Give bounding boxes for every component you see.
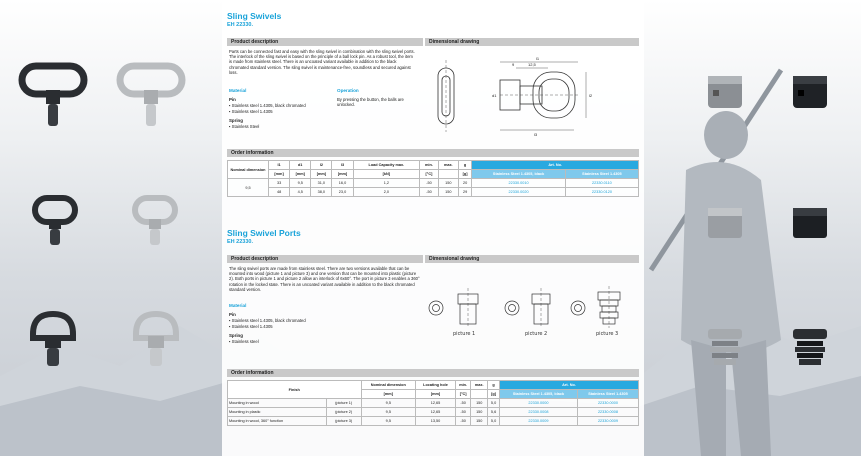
svg-text:l2: l2 xyxy=(589,93,593,98)
table-cell: 150 xyxy=(438,179,458,188)
s1-spring-label: Spring xyxy=(229,118,243,123)
s2-pin-item-2: ▪ Stainless steel 1.4305 xyxy=(229,324,273,329)
s2-th-art-col1: Stainless Steel 1.4305, black xyxy=(499,390,577,399)
s2-dimensional-drawing xyxy=(428,280,636,330)
table-cell: 16,0 xyxy=(332,179,353,188)
s1-unit-weight: [g] xyxy=(458,170,472,179)
port-steel-2 xyxy=(705,205,745,241)
article-number[interactable]: 22330.0110 xyxy=(565,179,638,188)
table-cell: 150 xyxy=(471,408,488,417)
s1-operation-label: Operation xyxy=(337,88,359,93)
s1-unit-l3: [mm] xyxy=(332,170,353,179)
table-cell: 150 xyxy=(438,188,458,197)
table-row xyxy=(228,408,639,417)
s1-th-l3: l3 xyxy=(332,161,353,170)
s1-order-information-header: Order information xyxy=(227,149,639,157)
port-black-3 xyxy=(790,326,830,368)
s1-pin-item-2: ▪ Stainless steel 1.4305 xyxy=(229,109,273,114)
table-cell: Mounting in wood, 360° function xyxy=(228,417,327,426)
table-cell: 9,5 xyxy=(290,179,311,188)
s2-unit-hole: [mm] xyxy=(416,390,456,399)
table-cell: Mounting in plastic xyxy=(228,408,327,417)
sling-swivel-black-loop xyxy=(25,310,81,370)
table-cell: 12,65 xyxy=(416,408,456,417)
port-black-2 xyxy=(790,205,830,241)
table-cell: 31,0 xyxy=(311,179,332,188)
s2-th-art-col2: Stainless Steel 1.4305 xyxy=(577,390,638,399)
table-cell: -50 xyxy=(455,399,471,408)
s1-th-load: Load Capacity max. xyxy=(353,161,420,170)
s1-th-nominal: Nominal dimension xyxy=(228,161,269,179)
table-cell: 1,2 xyxy=(353,179,420,188)
table-cell: 20 xyxy=(458,179,472,188)
s1-nominal-cell: 9,5 xyxy=(228,179,269,197)
s2-product-description-header: Product description xyxy=(227,255,423,263)
s1-material-label: Material xyxy=(229,88,247,93)
table-cell: 29 xyxy=(458,188,472,197)
s2-th-nominal: Nominal dimension xyxy=(361,381,416,390)
s1-unit-load: [kN] xyxy=(353,170,420,179)
table-cell: 12,65 xyxy=(416,399,456,408)
svg-text:l3: l3 xyxy=(534,132,538,137)
table-cell: (picture 3) xyxy=(326,417,361,426)
sling-swivel-black-large xyxy=(18,62,88,130)
svg-text:12,5: 12,5 xyxy=(528,62,536,67)
s2-th-weight: g xyxy=(488,381,500,390)
table-cell: (picture 2) xyxy=(326,408,361,417)
table-cell: 5,0 xyxy=(488,399,500,408)
section2-code: EH 22330. xyxy=(227,239,253,245)
sling-swivel-black-small xyxy=(30,195,80,247)
table-cell: -50 xyxy=(455,408,471,417)
s1-pin-item-1: ▪ Stainless steel 1.4305, black chromated xyxy=(229,103,306,108)
table-cell: 48 xyxy=(269,188,290,197)
table-row xyxy=(228,188,639,197)
s1-description: Parts can be connected fast and easy with the sling swivel in combination with the sling swivel ports. The interlock of the sling swivel is based on the principle of a ball lock pin. As a robust tool, the item is made from stainless steel. There is an uncoated variant available in addition to the black chromated standard version. The sling swivel is maintenance-free, soundless and secured against loss. xyxy=(229,49,415,75)
article-number[interactable]: 22330.0009 xyxy=(499,417,577,426)
port-steel-1 xyxy=(705,72,745,112)
article-number[interactable]: 22330.0120 xyxy=(565,188,638,197)
table-cell: 150 xyxy=(471,399,488,408)
table-cell: 2,0 xyxy=(353,188,420,197)
s1-unit-l1: [mm] xyxy=(269,170,290,179)
table-cell: 23,0 xyxy=(332,188,353,197)
s1-product-description-header: Product description xyxy=(227,38,423,46)
s1-th-d1: d1 xyxy=(290,161,311,170)
s1-pin-label: Pin xyxy=(229,97,236,102)
table-cell: Mounting in wood xyxy=(228,399,327,408)
s1-th-weight: g xyxy=(458,161,472,170)
article-number[interactable]: 22330.0000 xyxy=(499,399,577,408)
article-number[interactable]: 22330.0020 xyxy=(472,188,565,197)
sling-swivel-steel-small xyxy=(130,195,180,247)
port-black-1 xyxy=(790,72,830,112)
s1-th-min: min. xyxy=(420,161,439,170)
table-cell: (picture 1) xyxy=(326,399,361,408)
s1-operation-text: By pressing the button, the balls are unlocked. xyxy=(337,97,404,108)
svg-text:9: 9 xyxy=(512,62,515,67)
s2-order-table xyxy=(227,380,639,426)
s2-th-art-no: Art. No. xyxy=(499,381,638,390)
s1-order-table xyxy=(227,160,639,197)
article-number[interactable]: 22330.0008 xyxy=(499,408,577,417)
s1-spring-item: ▪ Stainless Steel xyxy=(229,124,260,129)
sling-swivel-steel-large xyxy=(116,62,186,130)
s1-th-max: max. xyxy=(438,161,458,170)
sling-swivel-steel-loop xyxy=(128,310,184,370)
table-cell: -50 xyxy=(420,188,439,197)
s2-unit-temp: [°C] xyxy=(455,390,471,399)
table-cell: 33 xyxy=(269,179,290,188)
s1-th-l2: l2 xyxy=(311,161,332,170)
table-cell: -50 xyxy=(455,417,471,426)
s2-dimensional-drawing-header: Dimensional drawing xyxy=(425,255,639,263)
article-number[interactable]: 22330.0008 xyxy=(577,408,638,417)
svg-text:d1: d1 xyxy=(492,93,497,98)
s2-th-min: min. xyxy=(455,381,471,390)
caption-picture-3: picture 3 xyxy=(596,331,619,337)
s1-unit-temp-max xyxy=(438,170,458,179)
table-cell: -50 xyxy=(420,179,439,188)
caption-picture-1: picture 1 xyxy=(453,331,476,337)
table-cell: 9,5 xyxy=(361,417,416,426)
s2-order-information-header: Order information xyxy=(227,369,639,377)
s1-th-l1: l1 xyxy=(269,161,290,170)
table-row xyxy=(228,417,639,426)
article-number[interactable]: 22330.0010 xyxy=(472,179,565,188)
section1-code: EH 22330. xyxy=(227,22,253,28)
table-cell: 38,0 xyxy=(311,188,332,197)
svg-text:l1: l1 xyxy=(536,56,540,61)
table-cell: 4,5 xyxy=(290,188,311,197)
table-cell: 150 xyxy=(471,417,488,426)
s2-th-max: max. xyxy=(471,381,488,390)
s2-th-finish: Finish xyxy=(228,381,362,399)
s2-spring-item: ▪ Stainless steel xyxy=(229,339,259,344)
s1-th-art-col2: Stainless Steel 1.4305 xyxy=(565,170,638,179)
s2-description: The sling swivel ports are made from stainless steel. There are two versions available that can be mounted into wood (picture 1 and picture 3) and one version that can be mounted into plastic (picture 2). Both ports in picture 1 and picture 2 allow an interlock of 6x60°. The port in picture 3 enables a 360° rotation in the locked state. There is an uncoated variant available in addition to the black chromated standard version. xyxy=(229,266,420,292)
article-number[interactable]: 22330.0000 xyxy=(577,399,638,408)
s2-spring-label: Spring xyxy=(229,333,243,338)
s1-unit-d1: [mm] xyxy=(290,170,311,179)
section1-title: Sling Swivels xyxy=(227,11,282,21)
s2-pin-item-1: ▪ Stainless steel 1.4305, black chromated xyxy=(229,318,306,323)
s2-unit-nominal: [mm] xyxy=(361,390,416,399)
article-number[interactable]: 22330.0009 xyxy=(577,417,638,426)
caption-picture-2: picture 2 xyxy=(525,331,548,337)
table-cell: 9,5 xyxy=(361,399,416,408)
s1-dimensional-drawing xyxy=(428,50,636,138)
table-cell: 9,5 xyxy=(361,408,416,417)
s1-unit-temp: [°C] xyxy=(420,170,439,179)
s2-pin-label: Pin xyxy=(229,312,236,317)
table-cell: 13,50 xyxy=(416,417,456,426)
s1-th-art-no: Art. No. xyxy=(472,161,639,170)
s1-unit-l2: [mm] xyxy=(311,170,332,179)
port-steel-3 xyxy=(705,326,745,368)
s1-dimensional-drawing-header: Dimensional drawing xyxy=(425,38,639,46)
s2-unit-weight: [g] xyxy=(488,390,500,399)
s2-th-hole: Locating hole xyxy=(416,381,456,390)
s2-material-label: Material xyxy=(229,303,247,308)
table-row xyxy=(228,179,639,188)
table-cell: 5,0 xyxy=(488,417,500,426)
s1-th-art-col1: Stainless Steel 1.4305, black xyxy=(472,170,565,179)
table-cell: 5,6 xyxy=(488,408,500,417)
table-row xyxy=(228,399,639,408)
s2-unit-temp-max xyxy=(471,390,488,399)
section2-title: Sling Swivel Ports xyxy=(227,228,301,238)
